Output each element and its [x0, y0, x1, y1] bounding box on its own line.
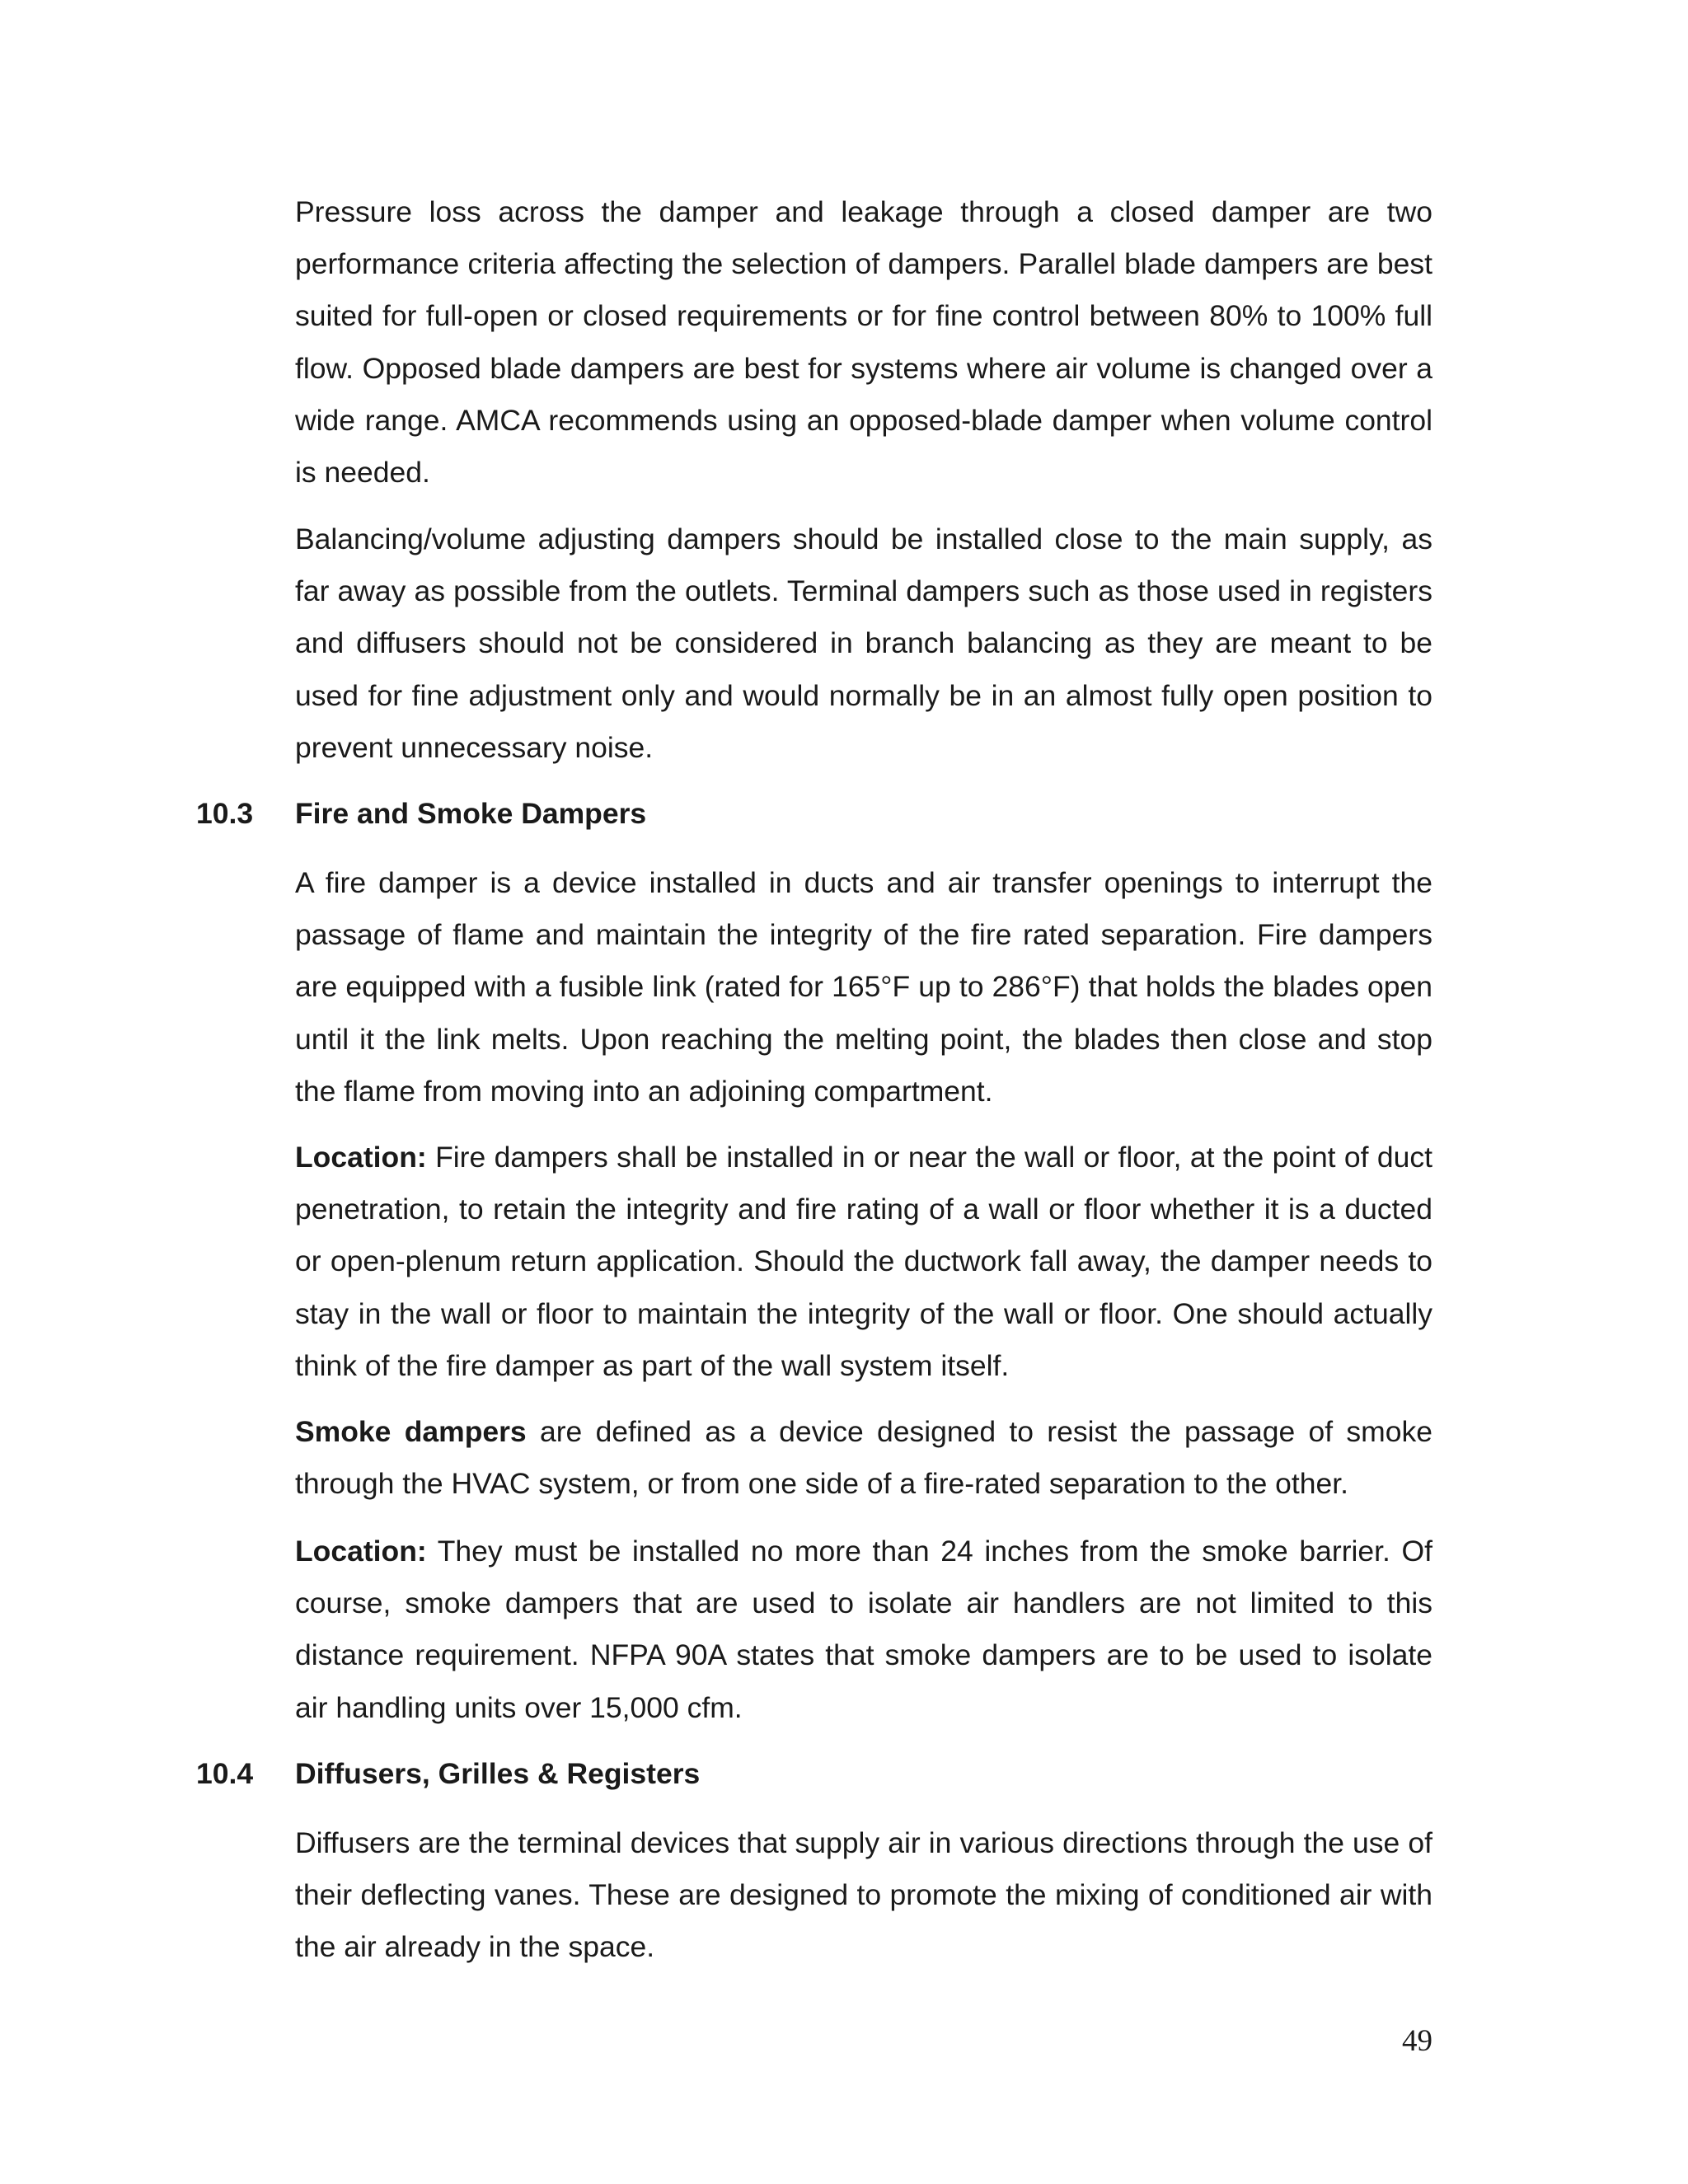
- paragraph-diffusers: [295, 1817, 1432, 1974]
- paragraph-text: Fire dampers shall be installed in or near the wall or floor, at the point of duct penetration, to retain the integrity and fire rating of a wall or floor whether it is a ducted or open-plenum return application. Should the ductwork fall away, the damper needs to stay in the wall or floor to maintain the integrity of the wall or floor. One should actually think of the fire damper as part of the wall system itself.: [295, 1141, 1432, 1382]
- section-heading-10-3: [196, 788, 646, 840]
- section-title: Fire and Smoke Dampers: [295, 797, 647, 830]
- paragraph-text: A fire damper is a device installed in ducts and air transfer openings to interrupt the passage of flame and maintain the integrity of the fire rated separation. Fire dampers are equipped with a fusible link (rated for 165°F up to 286°F) that holds the blades open until it the link melts. Upon reaching the melting point, the blades then close and stop the flame from moving into an adjoining compartment.: [295, 866, 1432, 1108]
- paragraph-text: They must be installed no more than 24 inches from the smoke barrier. Of course, smoke dampers that are used to isolate air handlers are not limited to this distance requirement. NFPA 90A states that smoke dampers are to be used to isolate air handling units over 15,000 cfm.: [295, 1535, 1432, 1724]
- bold-label: Location:: [295, 1535, 427, 1568]
- paragraph-text: Balancing/volume adjusting dampers should be installed close to the main supply, as far away as possible from the outlets. Terminal dampers such as those used in registers and diffusers should not be considered in branch balancing as they are meant to be used for fine adjustment only and would normally be in an almost fully open position to prevent unnecessary noise.: [295, 523, 1432, 764]
- paragraph-damper-performance: [295, 186, 1432, 499]
- bold-label: Smoke dampers: [295, 1415, 527, 1448]
- section-number: 10.4: [196, 1757, 254, 1790]
- page-number: 49: [1402, 2024, 1432, 2058]
- section-number: 10.3: [196, 797, 254, 830]
- paragraph-smoke-damper-location: [295, 1526, 1432, 1734]
- section-title: Diffusers, Grilles & Registers: [295, 1757, 701, 1790]
- paragraph-balancing-dampers: [295, 513, 1432, 774]
- paragraph-text: Pressure loss across the damper and leakage through a closed damper are two performance criteria affecting the selection of dampers. Parallel blade dampers are best suited for full-open or closed requirements or for fine control between 80% to 100% full flow. Opposed blade dampers are best for systems where air volume is changed over a wide range. AMCA recommends using an opposed-blade damper when volume control is needed.: [295, 195, 1432, 490]
- paragraph-smoke-dampers: [295, 1406, 1432, 1510]
- paragraph-fire-damper: [295, 857, 1432, 1118]
- paragraph-fire-damper-location: [295, 1132, 1432, 1392]
- section-heading-10-4: [196, 1748, 700, 1800]
- bold-label: Location:: [295, 1141, 427, 1174]
- paragraph-text: Diffusers are the terminal devices that supply air in various directions through the use of their deflecting vanes. These are designed to promote the mixing of conditioned air with the air already in the space.: [295, 1826, 1432, 1964]
- paragraph-text: are defined as a device designed to resist the passage of smoke through the HVAC system, or from one side of a fire-rated separation to the other.: [295, 1415, 1432, 1501]
